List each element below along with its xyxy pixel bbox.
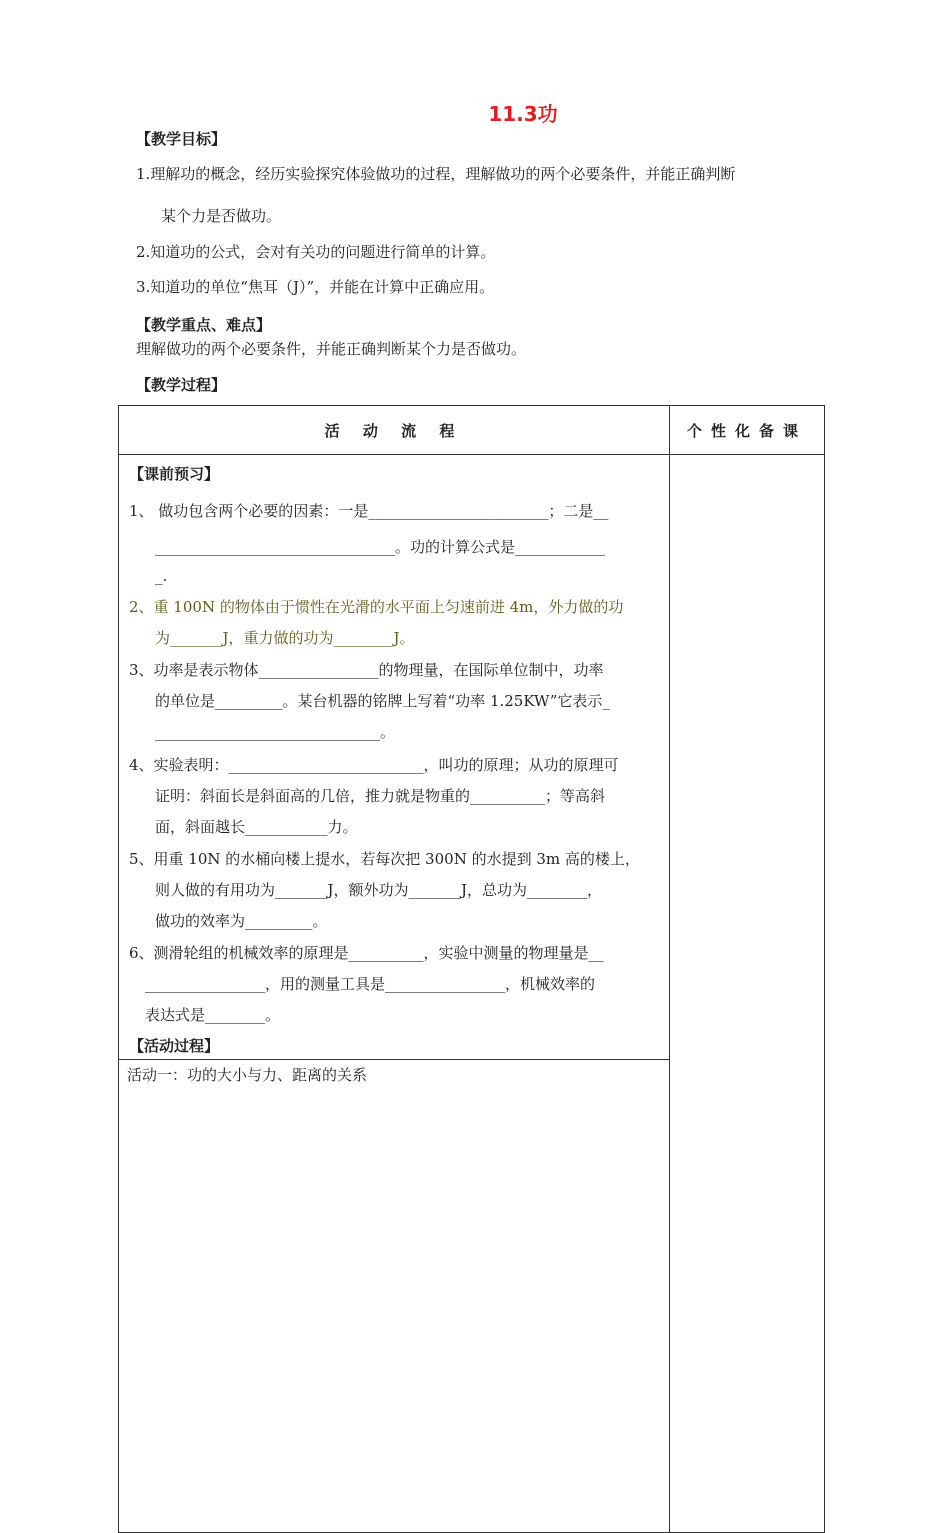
preview-heading: 【课前预习】 xyxy=(129,465,220,483)
question-line: ________________，用的测量工具是________________，机械效率的 xyxy=(145,975,596,993)
question-line: 表达式是________。 xyxy=(145,1006,281,1024)
question-line: 5、用重 10N 的水桶向楼上提水，若每次把 300N 的水提到 3m 高的楼上， xyxy=(129,850,640,868)
goal-line-4: 3.知道功的单位“焦耳（J）”，并能在计算中正确应用。 xyxy=(136,278,495,296)
goal-line-1: 1.理解功的概念，经历实验探究体验做功的过程，理解做功的两个必要条件，并能正确判断 xyxy=(136,165,736,183)
preview-cell xyxy=(119,455,670,1060)
goals-heading: 【教学目标】 xyxy=(136,130,227,148)
activity-cell xyxy=(119,1060,670,1533)
activity-one-label: 活动一：功的大小与力、距离的关系 xyxy=(127,1066,368,1084)
question-line: 6、测滑轮组的机械效率的原理是__________，实验中测量的物理量是__ xyxy=(129,944,604,962)
question-line: ______________________________。 xyxy=(155,723,396,741)
process-heading: 【教学过程】 xyxy=(136,376,227,394)
question-line: 做功的效率为_________。 xyxy=(155,912,328,930)
question-line: ________________________________。功的计算公式是____________ xyxy=(155,538,606,556)
goal-line-2: 某个力是否做功。 xyxy=(161,207,282,225)
question-line: 3、功率是表示物体________________的物理量，在国际单位制中，功率 xyxy=(129,661,604,679)
personal-prep-cell xyxy=(670,455,825,1533)
question-line: 的单位是_________。某台机器的铭牌上写着“功率 1.25KW”它表示_ xyxy=(155,692,610,710)
question-line: 1、 做功包含两个必要的因素：一是________________________；二是__ xyxy=(129,502,609,520)
personal-prep-header: 个性化备课 xyxy=(670,406,825,455)
question-line: 面，斜面越长___________力。 xyxy=(155,818,358,836)
document-title: 11.3功 xyxy=(488,102,558,126)
question-line: 4、实验表明：__________________________，叫功的原理；从功的原理可 xyxy=(129,756,619,774)
question-line: 证明：斜面长是斜面高的几倍，推力就是物重的__________；等高斜 xyxy=(155,787,606,805)
lesson-table xyxy=(118,405,825,1533)
key-points-text: 理解做功的两个必要条件，并能正确判断某个力是否做功。 xyxy=(136,340,527,358)
question-line: 为_______J，重力做的功为________J。 xyxy=(155,629,415,647)
question-line: 2、重 100N 的物体由于惯性在光滑的水平面上匀速前进 4m，外力做的功 xyxy=(129,598,624,616)
question-line: 则人做的有用功为_______J，额外功为_______J，总功为________， xyxy=(155,881,603,899)
activity-heading: 【活动过程】 xyxy=(129,1037,220,1055)
question-line: _. xyxy=(155,567,168,585)
activity-flow-header: 活 动 流 程 xyxy=(119,406,670,455)
key-points-heading: 【教学重点、难点】 xyxy=(136,316,272,334)
goal-line-3: 2.知道功的公式，会对有关功的问题进行简单的计算。 xyxy=(136,243,496,261)
